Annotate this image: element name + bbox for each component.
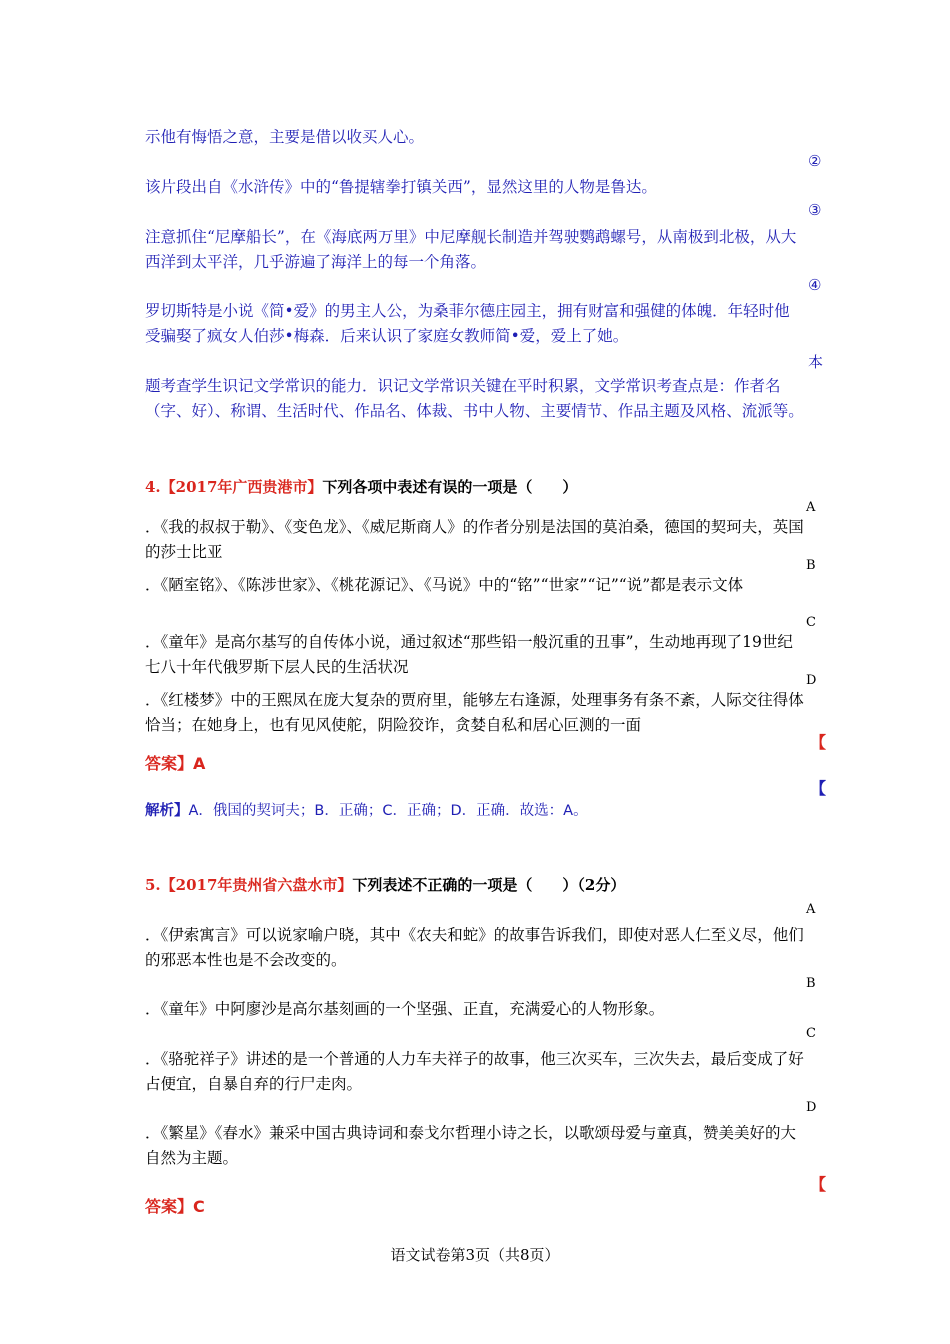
option-text-c: ．《骆驼祥子》讲述的是一个普通的人力车夫祥子的故事，他三次买车，三次失去，最后变成了好占便宜，自暴自弃的行尸走肉。 [145,1050,804,1093]
circled-number-3: ③ [808,201,822,219]
analysis-marker-ben: 本 [808,353,824,371]
analysis-paragraph-1: 示他有悔悟之意，主要是借以收买人心。 [145,128,425,146]
answer-bracket: 【 [810,1175,827,1194]
answer-bracket: 【 [810,733,827,752]
option-letter-a: A [806,902,816,917]
question-source: 【2017年广西贵港市】 [160,478,323,496]
option-letter-b: B [806,976,816,991]
question-4-title [145,476,845,497]
option-letter-d: D [806,673,817,688]
answer-label: 答案】C [145,1197,205,1216]
option-letter-a: A [806,500,816,515]
analysis-paragraph-3: 注意抓住“尼摩船长”，在《海底两万里》中尼摩舰长制造并驾驶鹦鹉螺号，从南极到北极，从大西洋到太平洋，几乎游遍了海洋上的每一个角落。 [145,228,797,271]
option-text-d: ．《红楼梦》中的王熙凤在庞大复杂的贾府里，能够左右逢源，处理事务有条不紊，人际交往得体恰当；在她身上，也有见风使舵，阴险狡诈，贪婪自私和居心叵测的一面 [145,691,804,734]
answer-label: 答案】A [145,754,206,773]
analysis-text: A．俄国的契诃夫；B．正确；C．正确；D．正确．故选：A。 [188,803,588,819]
analysis-label: 解析】 [145,803,189,819]
option-letter-b: B [806,558,816,573]
option-letter-c: C [806,1026,816,1041]
option-text-b: ．《童年》中阿廖沙是高尔基刻画的一个坚强、正直，充满爱心的人物形象。 [145,1000,665,1018]
option-text-b: ．《陋室铭》、《陈涉世家》、《桃花源记》、《马说》中的“铭”“世家”“记”“说”都是表示文体 [145,576,744,594]
question-number: 5. [145,876,161,894]
question-stem: 下列表述不正确的一项是（ ）（2分） [352,876,626,894]
question-number: 4. [145,478,161,496]
option-text-a: ．《我的叔叔于勒》、《变色龙》、《威尼斯商人》的作者分别是法国的莫泊桑，德国的契珂夫，英国的莎士比亚 [145,518,804,561]
analysis-line [145,799,805,820]
question-stem: 下列各项中表述有误的一项是（ ） [322,478,578,496]
analysis-paragraph-2: 该片段出自《水浒传》中的“鲁提辖拳打镇关西”，显然这里的人物是鲁达。 [145,178,657,196]
question-source: 【2017年贵州省六盘水市】 [160,876,353,894]
option-letter-d: D [806,1100,817,1115]
circled-number-2: ② [808,152,822,170]
option-text-c: ．《童年》是高尔基写的自传体小说，通过叙述“那些铅一般沉重的丑事”，生动地再现了19世纪七八十年代俄罗斯下层人民的生活状况 [145,633,793,676]
circled-number-4: ④ [808,276,822,294]
analysis-bracket: 【 [810,779,827,798]
option-letter-c: C [806,615,816,630]
analysis-paragraph-4: 罗切斯特是小说《简•爱》的男主人公，为桑菲尔德庄园主，拥有财富和强健的体魄．年轻时他受骗娶了疯女人伯莎•梅森．后来认识了家庭女教师简•爱，爱上了她。 [145,302,790,345]
option-text-d: ．《繁星》《春水》兼采中国古典诗词和泰戈尔哲理小诗之长，以歌颂母爱与童真，赞美美好的大自然为主题。 [145,1124,797,1167]
page-footer: 语文试卷第3页（共8页） [390,1246,560,1264]
question-5-title [145,874,845,895]
analysis-paragraph-5: 题考查学生识记文学常识的能力．识记文学常识关键在平时积累，文学常识考查点是：作者名（字、好）、称谓、生活时代、作品名、体裁、书中人物、主要情节、作品主题及风格、流派等。 [145,377,804,420]
option-text-a: ．《伊索寓言》可以说家喻户晓，其中《农夫和蛇》的故事告诉我们，即使对恶人仁至义尽，他们的邪恶本性也是不会改变的。 [145,926,804,969]
